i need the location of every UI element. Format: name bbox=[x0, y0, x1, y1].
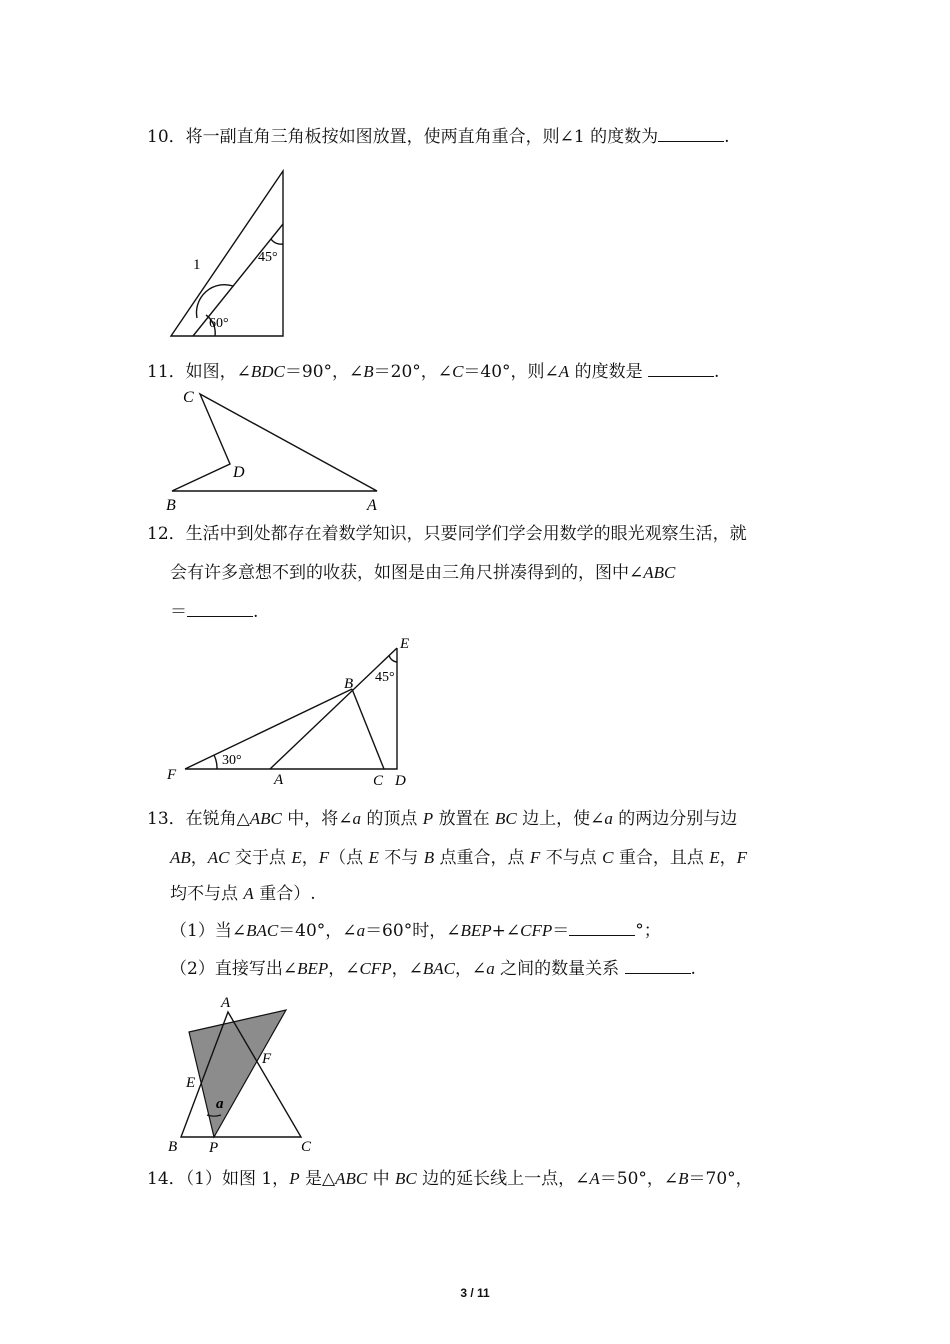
q11-label-D: D bbox=[233, 464, 245, 481]
q13-label-C: C bbox=[301, 1139, 312, 1155]
q12-label-F: F bbox=[167, 767, 177, 783]
q11-text: 11．如图，∠BDC＝90°，∠B＝20°，∠C＝40°，则∠A 的度数是 . bbox=[147, 362, 720, 382]
q12-label-45: 45° bbox=[375, 670, 395, 685]
q13-label-P: P bbox=[209, 1140, 219, 1156]
q13-label-A: A bbox=[221, 995, 231, 1011]
q13-line2: AB，AC 交于点 E，F（点 E 不与 B 点重合，点 F 不与点 C 重合，且点 E，F bbox=[170, 848, 748, 868]
q13-label-alpha: a bbox=[216, 1096, 224, 1112]
q12-label-30: 30° bbox=[222, 753, 242, 768]
q10-label-60: 60° bbox=[209, 316, 229, 331]
q11-label-A: A bbox=[367, 497, 377, 514]
q12-label-C: C bbox=[373, 773, 384, 789]
q12-label-E: E bbox=[400, 636, 410, 652]
q10-label-45: 45° bbox=[258, 250, 278, 265]
q13-sub2: （2）直接写出∠BEP，∠CFP，∠BAC，∠a 之间的数量关系 . bbox=[170, 959, 696, 979]
q13-line1: 13．在锐角△ABC 中，将∠a 的顶点 P 放置在 BC 边上，使∠a 的两边分别与边 bbox=[147, 809, 738, 829]
q12-label-A: A bbox=[274, 772, 284, 788]
q13-line3: 均不与点 A 重合）. bbox=[170, 884, 316, 904]
q14-line1: 14．（1）如图 1，P 是△ABC 中 BC 边的延长线上一点，∠A＝50°，∠B＝70°， bbox=[147, 1169, 753, 1189]
q13-label-E: E bbox=[186, 1075, 196, 1091]
q11-label-B: B bbox=[166, 497, 176, 514]
q12-line3: ＝ . bbox=[170, 602, 259, 622]
q10-number: 10． bbox=[147, 127, 186, 147]
q12-label-D: D bbox=[395, 773, 406, 789]
q13-label-F: F bbox=[262, 1051, 272, 1067]
q12-label-B: B bbox=[344, 676, 354, 692]
q13-label-B: B bbox=[168, 1139, 178, 1155]
q12-line2: 会有许多意想不到的收获，如图是由三角尺拼凑得到的，图中∠ABC bbox=[170, 563, 676, 583]
q10-text: 10．将一副直角三角板按如图放置，使两直角重合，则∠1 的度数为 . bbox=[147, 127, 730, 147]
q10-label-1: 1 bbox=[193, 257, 201, 273]
page-number: 3 / 11 bbox=[460, 1286, 490, 1300]
q13-sub1: （1）当∠BAC＝40°，∠a＝60°时，∠BEP+∠CFP＝ °； bbox=[170, 921, 661, 941]
q11-label-C: C bbox=[183, 389, 194, 406]
q12-line1: 12．生活中到处都存在着数学知识，只要同学们学会用数学的眼光观察生活，就 bbox=[147, 524, 747, 544]
